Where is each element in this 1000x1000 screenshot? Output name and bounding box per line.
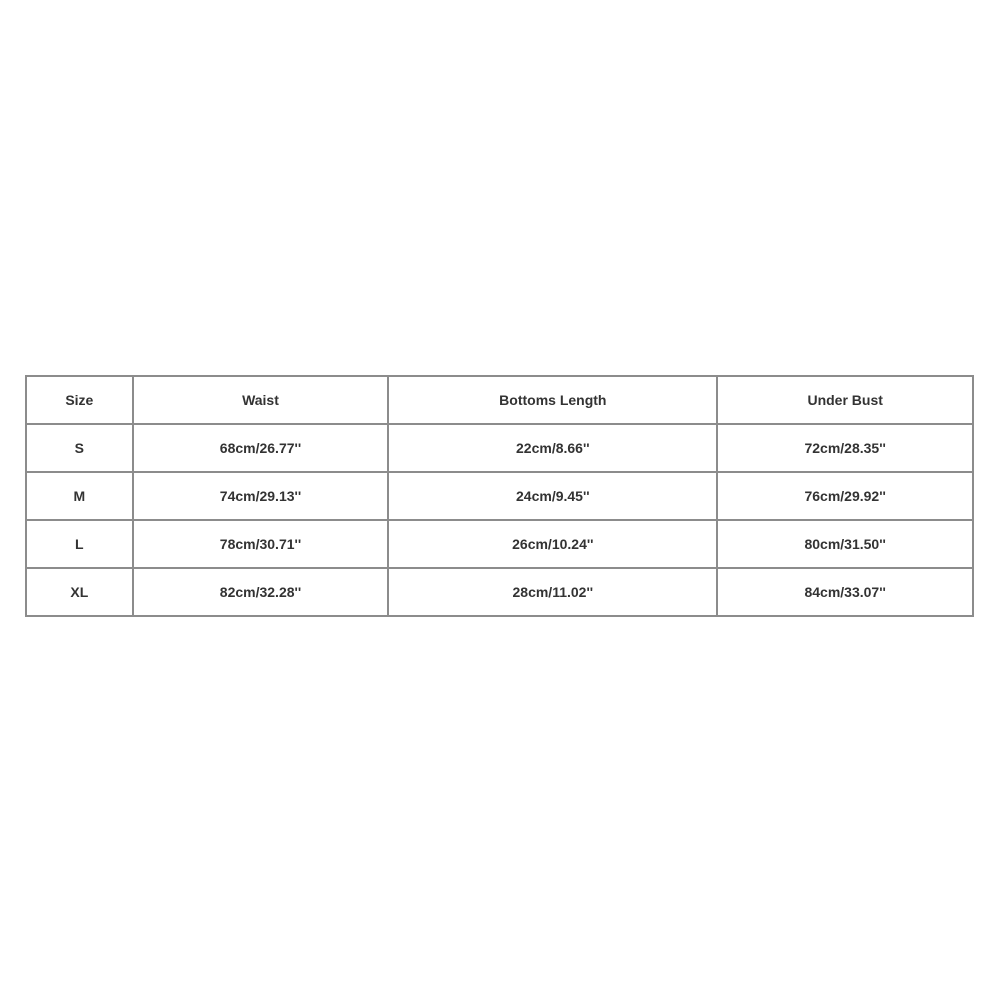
table-row: [26, 472, 973, 520]
header-bottoms-length: Bottoms Length: [388, 376, 717, 424]
cell-bottoms-length: 24cm/9.45'': [388, 472, 717, 520]
header-under-bust: Under Bust: [717, 376, 973, 424]
cell-under-bust: 72cm/28.35'': [717, 424, 973, 472]
cell-bottoms-length: 28cm/11.02'': [388, 568, 717, 616]
cell-size: L: [26, 520, 133, 568]
table-header-row: [26, 376, 973, 424]
cell-size: XL: [26, 568, 133, 616]
table-row: [26, 424, 973, 472]
cell-size: S: [26, 424, 133, 472]
header-waist: Waist: [133, 376, 389, 424]
table-row: [26, 568, 973, 616]
cell-bottoms-length: 22cm/8.66'': [388, 424, 717, 472]
cell-waist: 78cm/30.71'': [133, 520, 389, 568]
cell-waist: 68cm/26.77'': [133, 424, 389, 472]
table-row: [26, 520, 973, 568]
cell-under-bust: 84cm/33.07'': [717, 568, 973, 616]
header-size: Size: [26, 376, 133, 424]
cell-size: M: [26, 472, 133, 520]
cell-under-bust: 76cm/29.92'': [717, 472, 973, 520]
cell-waist: 74cm/29.13'': [133, 472, 389, 520]
cell-under-bust: 80cm/31.50'': [717, 520, 973, 568]
cell-waist: 82cm/32.28'': [133, 568, 389, 616]
cell-bottoms-length: 26cm/10.24'': [388, 520, 717, 568]
size-chart-table: [25, 375, 974, 617]
